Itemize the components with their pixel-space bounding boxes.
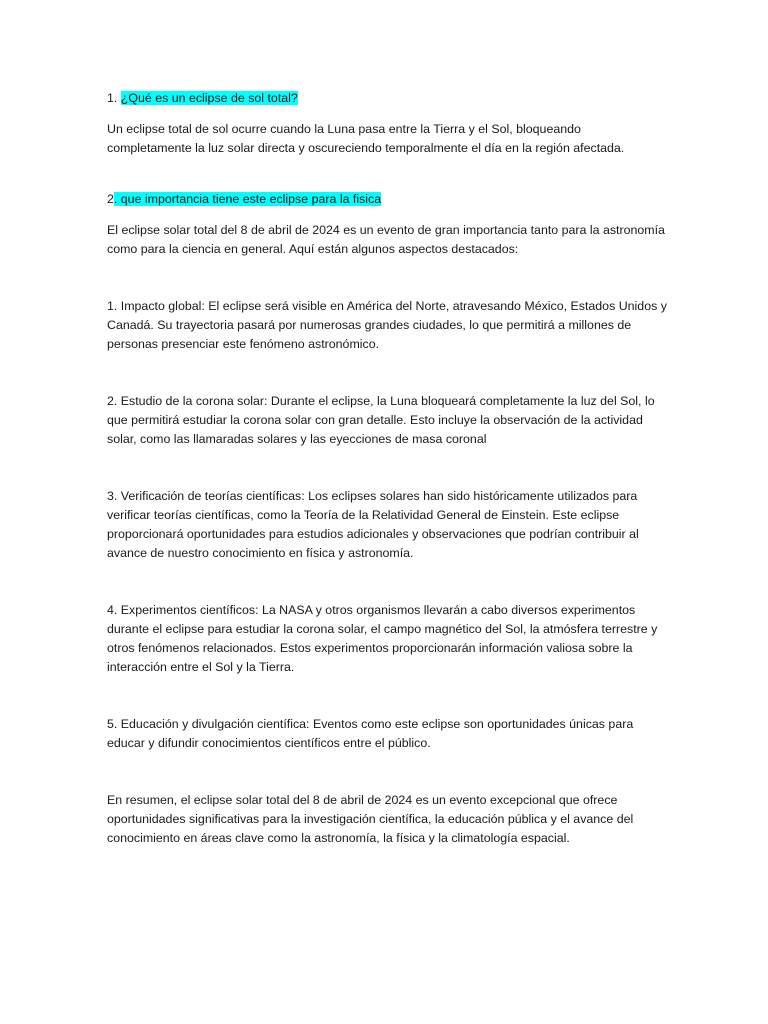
question-1-heading (107, 89, 667, 108)
question-2-number: 2 (107, 192, 114, 206)
question-1-highlight: ¿Qué es un eclipse de sol total? (120, 91, 298, 105)
item-theory-verification: 3. Verificación de teorías científicas: Los eclipses solares han sido históricamente utilizados para verificar teorías científicas, como la Teoría de la Relatividad General de Einstein. Este eclipse proporcionará oportunidades para estudios adicionales y observaciones que podrían contribuir al avance de nuestro conocimiento en física y astronomía. (107, 489, 639, 560)
question-2-highlight: . que importancia tiene este eclipse para la fisica (113, 192, 382, 206)
summary-paragraph: En resumen, el eclipse solar total del 8 de abril de 2024 es un evento excepcional que ofrece oportunidades significativas para la investigación científica, la educación pública y el avance del conocimiento en áreas clave como la astronomía, la física y la climatología espacial. (107, 793, 634, 845)
document-body (107, 89, 667, 848)
question-1-number: 1. (107, 91, 121, 105)
item-solar-corona: 2. Estudio de la corona solar: Durante el eclipse, la Luna bloqueará completamente la luz del Sol, lo que permitirá estudiar la corona solar con gran detalle. Esto incluye la observación de la actividad solar, como las llamaradas solares y las eyecciones de masa coronal (107, 394, 655, 446)
item-scientific-experiments: 4. Experimentos científicos: La NASA y otros organismos llevarán a cabo diversos experimentos durante el eclipse para estudiar la corona solar, el campo magnético del Sol, la atmósfera terrestre y otros fenómenos relacionados. Estos experimentos proporcionarán información valiosa sobre la interacción entre el Sol y la Tierra. (107, 603, 658, 674)
definition-paragraph: Un eclipse total de sol ocurre cuando la Luna pasa entre la Tierra y el Sol, bloqueando completamente la luz solar directa y oscureciendo temporalmente el día en la región afectada. (107, 122, 625, 155)
intro-paragraph: El eclipse solar total del 8 de abril de 2024 es un evento de gran importancia tanto para la astronomía como para la ciencia en general. Aquí están algunos aspectos destacados: (107, 223, 665, 256)
question-2-heading (107, 190, 667, 209)
item-education-outreach: 5. Educación y divulgación científica: Eventos como este eclipse son oportunidades únicas para educar y difundir conocimientos científicos entre el público. (107, 717, 634, 750)
item-global-impact: 1. Impacto global: El eclipse será visible en América del Norte, atravesando México, Estados Unidos y Canadá. Su trayectoria pasará por numerosas grandes ciudades, lo que permitirá a millones de personas presenciar este fenómeno astronómico. (107, 299, 667, 351)
